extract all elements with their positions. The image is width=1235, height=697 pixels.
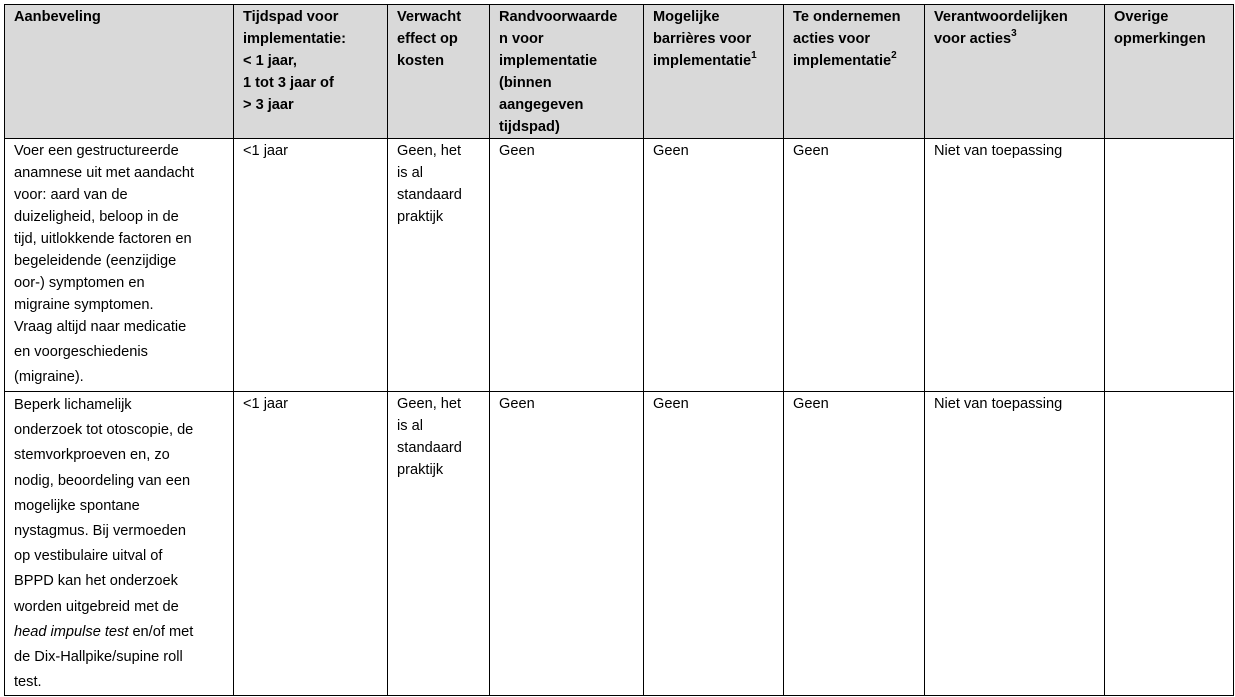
- header-row: [5, 5, 1234, 139]
- cell-randvoorwaarden: Geen: [490, 139, 644, 392]
- cell-acties: Geen: [784, 392, 925, 696]
- cell-tijdspad: <1 jaar: [234, 139, 388, 392]
- implementation-table: [4, 4, 1234, 696]
- footnote-3: 3: [1011, 28, 1017, 40]
- cell-acties: Geen: [784, 139, 925, 392]
- italic-term: head impulse test: [14, 623, 129, 640]
- cell-aanbeveling: Voer een gestructureerde anamnese uit met aandacht voor: aard van de duizeligheid, beloop in de tijd, uitlokkende factoren en begeleidende (eenzijdige oor-) symptomen en migraine symptomen. Vraag altijd naar medicatie en voorgeschiedenis (migraine).: [5, 139, 234, 392]
- header-overige: Overige opmerkingen: [1105, 5, 1234, 139]
- cell-overige: [1105, 139, 1234, 392]
- cell-aanbeveling: Beperk lichamelijk onderzoek tot otoscopie, de stemvorkproeven en, zo nodig, beoordeling van een mogelijke spontane nystagmus. Bij vermoeden op vestibulaire uitval of BPPD kan het onderzoek worden uitgebreid met de head impulse test en/of met de Dix-Hallpike/supine roll test.: [5, 392, 234, 696]
- header-randvoorwaarden: Randvoorwaarde n voor implementatie (binnen aangegeven tijdspad): [490, 5, 644, 139]
- footnote-1: 1: [751, 50, 757, 62]
- footnote-2: 2: [891, 50, 897, 62]
- header-acties: Te ondernemen acties voor implementatie$^2$: [784, 5, 925, 139]
- cell-effect: Geen, het is al standaard praktijk: [388, 392, 490, 696]
- cell-barrieres: Geen: [644, 392, 784, 696]
- header-effect: Verwacht effect op kosten: [388, 5, 490, 139]
- cell-effect: Geen, het is al standaard praktijk: [388, 139, 490, 392]
- cell-randvoorwaarden: Geen: [490, 392, 644, 696]
- cell-barrieres: Geen: [644, 139, 784, 392]
- table-row: [5, 139, 1234, 392]
- table-row: [5, 392, 1234, 696]
- cell-tijdspad: <1 jaar: [234, 392, 388, 696]
- header-tijdspad: Tijdspad voor implementatie: < 1 jaar, 1 tot 3 jaar of > 3 jaar: [234, 5, 388, 139]
- header-barrieres: Mogelijke barrières voor implementatie$^1$: [644, 5, 784, 139]
- cell-overige: [1105, 392, 1234, 696]
- cell-verantwoordelijken: Niet van toepassing: [925, 139, 1105, 392]
- header-verantwoordelijken: Verantwoordelijken voor acties$^3$: [925, 5, 1105, 139]
- header-aanbeveling: Aanbeveling: [5, 5, 234, 139]
- cell-verantwoordelijken: Niet van toepassing: [925, 392, 1105, 696]
